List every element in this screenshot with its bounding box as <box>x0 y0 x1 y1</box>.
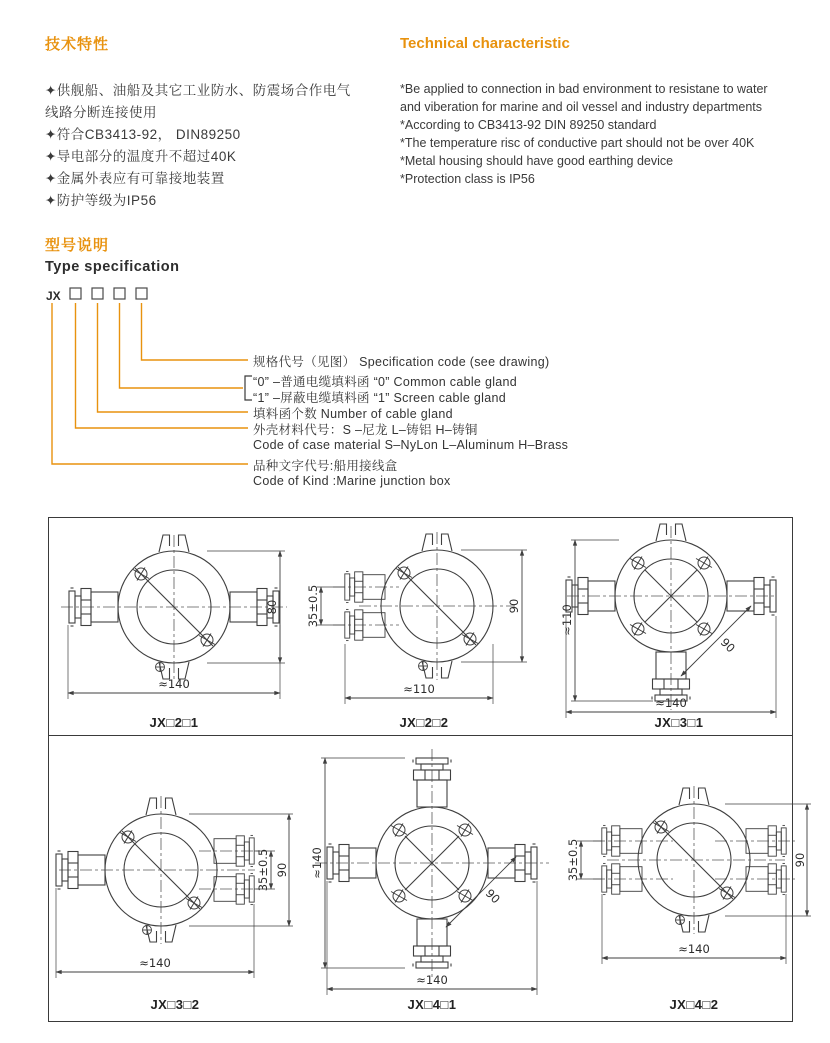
figure-drawing-jx4-2 <box>563 774 825 986</box>
dim-width: ≈110 <box>403 682 435 696</box>
spec-code-box <box>92 288 103 299</box>
spec-code-box <box>136 288 147 299</box>
drawings-row-1 <box>49 518 792 735</box>
figure-cell <box>299 518 549 735</box>
dimensions <box>56 814 293 978</box>
dim-diag: 90 <box>717 635 738 656</box>
tech-title-zh: 技术特性 <box>45 36 110 53</box>
figure-cell <box>549 518 809 735</box>
figure-caption: JX□4□1 <box>407 997 457 1012</box>
tech-line-en: *Protection class is IP56 <box>400 172 535 186</box>
tech-line-en: *According to CB3413-92 DIN 89250 standard <box>400 118 657 132</box>
figure-caption: JX□2□1 <box>149 715 199 730</box>
drawings-frame <box>48 517 807 1022</box>
spec-code-box <box>70 288 81 299</box>
figure-drawing-jx3-2 <box>49 782 301 997</box>
figure-caption: JX□3□1 <box>654 715 704 730</box>
tech-line-zh: ✦金属外表应有可靠接地装置 <box>45 171 225 186</box>
drawings-row-2 <box>49 735 807 1021</box>
dim-width: ≈140 <box>139 956 171 970</box>
figure-caption: JX□2□2 <box>399 715 449 730</box>
figure-caption: JX□4□2 <box>669 997 719 1012</box>
figure-drawing-jx2-2 <box>299 522 549 718</box>
dimensions <box>306 550 527 704</box>
tech-list-en <box>400 80 820 188</box>
typespec-connector-diagram <box>40 280 256 495</box>
connector-lines <box>52 303 248 464</box>
figure-cell <box>49 518 299 735</box>
typespec-title-zh: 型号说明 <box>45 237 110 254</box>
figure-cell <box>301 736 563 1021</box>
dimensions <box>68 551 285 699</box>
figure-drawing-jx2-1 <box>49 523 299 715</box>
spec-row: 规格代号（见图） Specification code (see drawing) <box>253 355 550 369</box>
tech-line-en: *Be applied to connection in bad environment to resistane to water <box>400 82 768 96</box>
spec-row: 填料函个数 Number of cable gland <box>253 407 453 421</box>
spec-row: Code of case material S–NyLon L–Aluminum H–Brass <box>253 438 569 452</box>
typespec-prefix: JX <box>46 289 61 303</box>
spec-row: Code of Kind :Marine junction box <box>253 474 451 488</box>
dim-width: ≈140 <box>678 942 710 956</box>
spec-code-box <box>114 288 125 299</box>
tech-line-en: and viberation for marine and oil vessel and industry departments <box>400 100 763 114</box>
centerlines <box>333 532 515 680</box>
spec-row: 外壳材料代号：S –尼龙 L–铸铝 H–铸铜 <box>253 423 478 437</box>
dim-spacing: 35±0.5 <box>306 584 320 628</box>
dim-height: ≈140 <box>310 847 324 879</box>
tech-line-zh: ✦符合CB3413-92， DIN89250 <box>45 127 241 142</box>
tech-line-en: *The temperature risc of conductive part should not be over 40K <box>400 136 755 150</box>
tech-line-zh: 线路分断连接使用 <box>45 105 157 120</box>
tech-list-zh <box>45 80 390 212</box>
tech-line-zh: ✦供舰船、油船及其它工业防水、防震场合作电气 <box>45 83 351 98</box>
dim-spacing: 35±0.5 <box>566 838 580 882</box>
dim-height: 90 <box>275 862 289 878</box>
dim-diag: 90 <box>482 886 503 907</box>
spec-code-boxes <box>70 288 147 299</box>
centerlines <box>567 526 775 710</box>
dim-height: ≈110 <box>560 604 574 636</box>
centerlines <box>59 796 265 944</box>
dim-height: 90 <box>793 852 807 868</box>
figure-drawing-jx3-1 <box>549 520 809 722</box>
tech-line-en: *Metal housing should have good earthing device <box>400 154 674 168</box>
dim-width: ≈140 <box>158 677 190 691</box>
dimensions <box>310 758 537 995</box>
dim-height: 90 <box>507 598 521 614</box>
spec-row: 品种文字代号:船用接线盒 <box>253 459 398 473</box>
spec-row: “0” –普通电缆填料函 “0” Common cable gland <box>253 375 518 389</box>
dim-width: ≈140 <box>416 973 448 987</box>
figure-caption: JX□3□2 <box>150 997 200 1012</box>
tech-line-zh: ✦防护等级为IP56 <box>45 193 157 208</box>
figure-cell <box>49 736 301 1021</box>
figure-cell <box>563 736 825 1021</box>
tech-title-en: Technical characteristic <box>400 35 570 52</box>
dim-width: ≈140 <box>655 696 687 710</box>
figure-drawing-jx4-1 <box>301 743 563 1005</box>
spec-row: “1” –屏蔽电缆填料函 “1” Screen cable gland <box>253 391 506 405</box>
bracket <box>245 376 252 400</box>
dimensions <box>560 540 776 718</box>
centerlines <box>315 749 549 979</box>
typespec-title-en: Type specification <box>45 259 180 275</box>
dim-spacing: 35±0.5 <box>256 848 270 892</box>
dim-height: 80 <box>265 599 279 615</box>
centerlines <box>61 535 287 681</box>
tech-line-zh: ✦导电部分的温度升不超过40K <box>45 149 237 164</box>
